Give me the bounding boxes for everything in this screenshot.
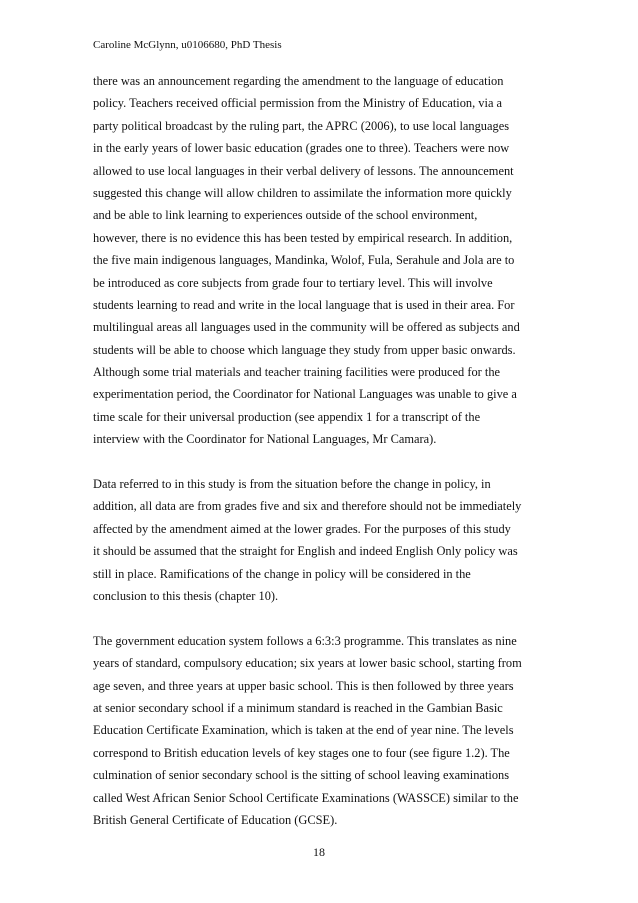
running-header: Caroline McGlynn, u0106680, PhD Thesis xyxy=(93,39,282,51)
text-line: years of standard, compulsory education; six years at lower basic school, starting from xyxy=(93,656,522,671)
text-line: correspond to British education levels of key stages one to four (see figure 1.2). The xyxy=(93,745,510,760)
text-line: addition, all data are from grades five and six and therefore should not be immediately xyxy=(93,499,522,514)
text-line: be introduced as core subjects from grade four to tertiary level. This will involve xyxy=(93,275,493,290)
body-text xyxy=(93,70,553,831)
text-line: Education Certificate Examination, which is taken at the end of year nine. The levels xyxy=(93,723,514,738)
text-line: culmination of senior secondary school is the sitting of school leaving examinations xyxy=(93,768,510,783)
text-line: called West African Senior School Certificate Examinations (WASSCE) similar to the xyxy=(93,790,519,805)
text-line: suggested this change will allow children to assimilate the information more quickly xyxy=(93,185,512,200)
page-number: 18 xyxy=(313,845,325,859)
text-line: Although some trial materials and teacher training facilities were produced for the xyxy=(93,365,501,380)
text-line: age seven, and three years at upper basic school. This is then followed by three years xyxy=(93,678,514,693)
text-line: and be able to link learning to experiences outside of the school environment, xyxy=(93,208,478,223)
text-line: policy. Teachers received official permission from the Ministry of Education, via a xyxy=(93,96,503,111)
text-line: conclusion to this thesis (chapter 10). xyxy=(93,588,279,603)
text-line: allowed to use local languages in their verbal delivery of lessons. The announcement xyxy=(93,163,514,178)
text-line: in the early years of lower basic education (grades one to three). Teachers were now xyxy=(93,141,510,156)
text-line: students learning to read and write in the local language that is used in their area. For xyxy=(93,297,515,312)
text-line: The government education system follows a 6:3:3 programme. This translates as nine xyxy=(93,633,517,648)
text-line: Data referred to in this study is from the situation before the change in policy, in xyxy=(93,477,491,492)
text-line: still in place. Ramifications of the change in policy will be considered in the xyxy=(93,566,471,581)
text-line: however, there is no evidence this has been tested by empirical research. In addition, xyxy=(93,230,513,245)
text-line: party political broadcast by the ruling part, the APRC (2006), to use local languages xyxy=(93,118,510,133)
text-line: affected by the amendment aimed at the lower grades. For the purposes of this study xyxy=(93,521,511,536)
text-line: it should be assumed that the straight for English and indeed English Only policy was xyxy=(93,544,518,559)
text-line: students will be able to choose which language they study from upper basic onwards. xyxy=(93,342,516,357)
paragraph-gap xyxy=(93,607,553,629)
paragraph-2 xyxy=(93,473,553,607)
text-line: British General Certificate of Education (GCSE). xyxy=(93,812,338,827)
paragraph-gap xyxy=(93,451,553,473)
paragraph-1 xyxy=(93,70,553,451)
text-line: multilingual areas all languages used in the community will be offered as subjects and xyxy=(93,320,520,335)
text-line: interview with the Coordinator for National Languages, Mr Camara). xyxy=(93,432,437,447)
text-line: time scale for their universal production (see appendix 1 for a transcript of the xyxy=(93,409,481,424)
text-line: there was an announcement regarding the amendment to the language of education xyxy=(93,74,504,88)
text-line: at senior secondary school if a minimum standard is reached in the Gambian Basic xyxy=(93,700,503,715)
paragraph-3 xyxy=(93,630,553,832)
text-line: the five main indigenous languages, Mandinka, Wolof, Fula, Serahule and Jola are to xyxy=(93,253,515,268)
text-line: experimentation period, the Coordinator for National Languages was unable to give a xyxy=(93,387,517,402)
